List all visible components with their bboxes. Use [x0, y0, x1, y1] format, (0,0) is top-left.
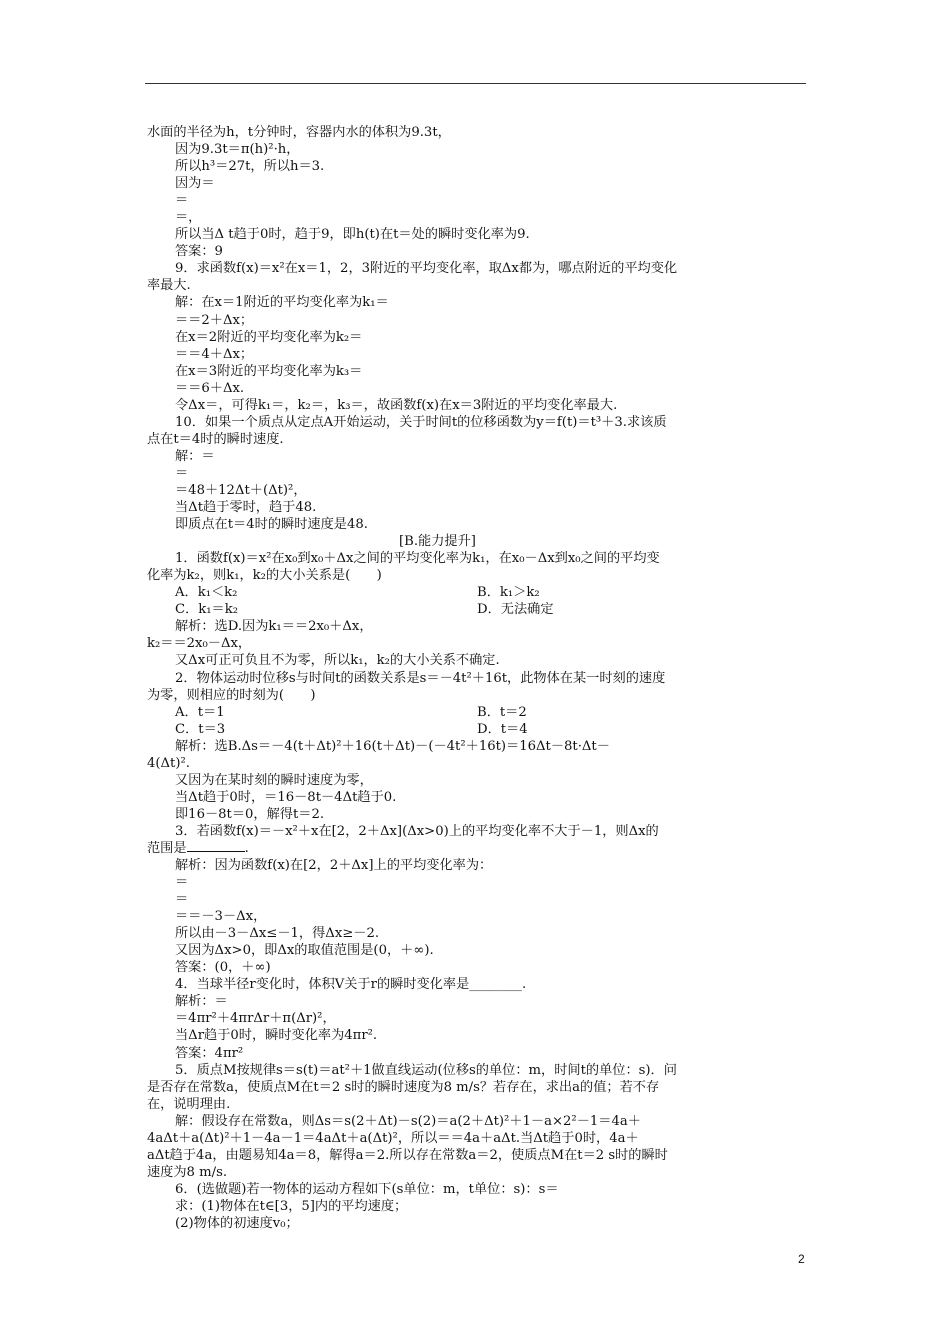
question-3-line: 3．若函数f(x)＝－x²＋x在[2，2＋Δx](Δx>0)上的平均变化率不大于－1，则Δx的 [175, 823, 659, 839]
text-line: 又Δx可正可负且不为零，所以k₁，k₂的大小关系不确定. [175, 653, 500, 669]
question-1-line: 1．函数f(x)＝x²在x₀到x₀＋Δx之间的平均变化率为k₁，在x₀－Δx到x₀之间的平均变 [175, 551, 660, 567]
question-2-line: 2．物体运动时位移s与时间t的函数关系是s＝－4t²＋16t，此物体在某一时刻的速度 [175, 670, 666, 686]
text-line: 化率为k₂，则k₁，k₂的大小关系是( ) [147, 568, 382, 584]
text-line: 又因为Δx>0，即Δx的取值范围是(0，＋∞). [175, 943, 434, 959]
options-row [147, 704, 809, 721]
text-line: 率最大. [147, 278, 191, 294]
text-line: 4(Δt)². [147, 755, 190, 771]
text-line: 即16－8t＝0，解得t＝2. [175, 806, 325, 822]
text-line: ＝ [175, 193, 189, 209]
text-line: 速度为8 m/s. [147, 1164, 228, 1180]
text-line: 答案：4πr² [175, 1045, 244, 1061]
text-line: 即质点在t＝4时的瞬时速度是48. [175, 517, 368, 533]
section-heading: [B.能力提升] [399, 534, 476, 550]
text-line: ＝ [175, 465, 189, 481]
text-line: 所以当Δ t趋于0时，趋于9，即h(t)在t＝处的瞬时变化率为9. [175, 227, 530, 243]
text-line: 当Δr趋于0时，瞬时变化率为4πr². [175, 1028, 378, 1044]
text-line: 当Δt趋于0时，＝16－8t－4Δt趋于0. [175, 789, 397, 805]
text-line: (2)物体的初速度v₀； [175, 1216, 299, 1231]
text-line: 当Δt趋于零时，趋于48. [175, 500, 317, 516]
text-line: 解：在x＝1附近的平均变化率为k₁＝ [175, 295, 389, 311]
text-line: 所以由－3－Δx≤－1，得Δx≥－2. [175, 926, 380, 942]
text-line [147, 840, 809, 857]
page-number: 2 [798, 1252, 805, 1266]
header-rule [145, 83, 806, 84]
text-line: 又因为在某时刻的瞬时速度为零， [175, 772, 373, 788]
text-line: aΔt趋于4a，由题易知4a＝8，解得a＝2.所以存在常数a＝2，使质点M在t＝2 s时的瞬时 [147, 1147, 668, 1163]
text-line: 因为9.3t＝π(h)²·h， [175, 142, 300, 158]
text-span: . [244, 840, 249, 856]
text-line: 答案：9 [175, 244, 223, 260]
text-line: 是否存在常数a，使质点M在t＝2 s时的瞬时速度为8 m/s？若存在，求出a的值；若不存 [147, 1079, 660, 1095]
text-line: 答案：(0，＋∞) [175, 960, 271, 976]
text-line: 点在t＝4时的瞬时速度. [147, 431, 284, 447]
answer-blank [187, 840, 245, 852]
option-b: B．k₁＞k₂ [477, 585, 540, 601]
text-line: 解析：＝ [175, 994, 228, 1010]
text-line: 4aΔt＋a(Δt)²＋1－4a－1＝4aΔt＋a(Δt)²，所以＝＝4a＋aΔt.当Δt趋于0时，4a＋ [147, 1130, 639, 1146]
text-line: ＝＝－3－Δx， [175, 909, 267, 925]
text-line: 解析：选B.Δs＝－4(t＋Δt)²＋16(t＋Δt)－(－4t²＋16t)＝16Δt－8t·Δt－ [175, 738, 610, 754]
option-c: C．t＝3 [175, 721, 226, 737]
text-line: 解：＝ [175, 448, 215, 464]
text-line: ＝＝6＋Δx. [175, 380, 245, 396]
question-5-line: 5．质点M按规律s＝s(t)＝at²＋1做直线运动(位移s的单位：m，时间t的单位：s)．问 [175, 1062, 677, 1078]
option-b: B．t＝2 [477, 704, 527, 720]
text-line: ＝＝4＋Δx； [175, 346, 254, 362]
options-row [147, 584, 809, 601]
text-line: 解：假设存在常数a，则Δs＝s(2＋Δt)－s(2)＝a(2＋Δt)²＋1－a×2²－1＝4a＋ [175, 1113, 641, 1129]
options-row [147, 601, 809, 618]
text-line: ＝48＋12Δt＋(Δt)²， [175, 482, 307, 498]
text-line: 水面的半径为h，t分钟时，容器内水的体积为9.3t， [147, 125, 451, 140]
text-line: 在x＝3附近的平均变化率为k₃＝ [175, 363, 363, 379]
text-line: ＝ [175, 892, 189, 908]
text-line: ＝， [175, 210, 202, 226]
question-9-line: 9．求函数f(x)＝x²在x＝1，2，3附近的平均变化率，取Δx都为，哪点附近的平均变化 [175, 261, 678, 277]
text-line: 所以h³＝27t，所以h＝3. [175, 159, 325, 175]
text-line: k₂＝＝2x₀－Δx， [147, 636, 252, 652]
text-line: ＝ [175, 875, 189, 891]
option-a: A．k₁＜k₂ [175, 585, 238, 601]
text-line: 解析：因为函数f(x)在[2，2＋Δx]上的平均变化率为： [175, 858, 493, 874]
text-line: 因为＝ [175, 176, 215, 192]
text-line: 为零，则相应的时刻为( ) [147, 687, 316, 703]
question-6-line: 6．(选做题)若一物体的运动方程如下(s单位：m，t单位：s)：s＝ [175, 1181, 559, 1197]
option-a: A．t＝1 [175, 704, 225, 720]
option-d: D．无法确定 [477, 602, 554, 618]
text-line: 在，说明理由. [147, 1096, 231, 1112]
text-line: ＝4πr²＋4πrΔr＋π(Δr)²， [175, 1011, 336, 1027]
text-line: ＝＝2＋Δx； [175, 312, 254, 328]
text-span: 范围是 [147, 840, 187, 856]
options-row [147, 721, 809, 738]
text-line: 求：(1)物体在t∈[3，5]内的平均速度； [175, 1198, 408, 1214]
text-line: 在x＝2附近的平均变化率为k₂＝ [175, 329, 363, 345]
document-body [147, 124, 809, 1232]
option-c: C．k₁＝k₂ [175, 602, 239, 618]
question-10-line: 10．如果一个质点从定点A开始运动，关于时间t的位移函数为y＝f(t)＝t³＋3.求该质 [175, 414, 667, 430]
question-4-line: 4．当球半径r变化时，体积V关于r的瞬时变化率是________. [175, 977, 527, 993]
text-line: 令Δx＝，可得k₁＝，k₂＝，k₃＝，故函数f(x)在x＝3附近的平均变化率最大. [175, 397, 618, 413]
option-d: D．t＝4 [477, 721, 528, 737]
text-line: 解析：选D.因为k₁＝＝2x₀＋Δx， [175, 619, 373, 635]
